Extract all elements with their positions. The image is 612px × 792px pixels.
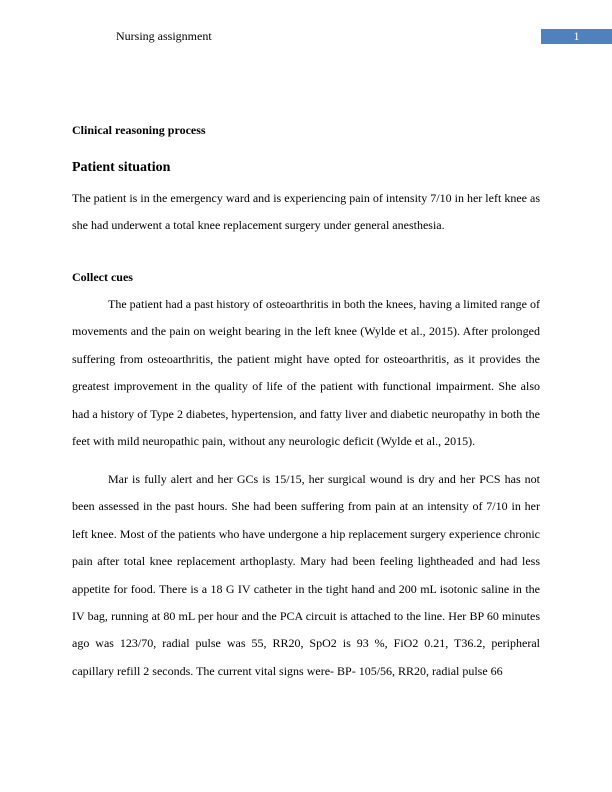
collect-cues-heading: Collect cues (72, 270, 133, 284)
page-number: 1 (541, 29, 612, 44)
header-title: Nursing assignment (116, 29, 212, 43)
collect-cues-paragraph-2: Mar is fully alert and her GCs is 15/15, her surgical wound is dry and her PCS has not been assessed in the past hours. She had been suffering from pain at an intensity of 7/10 in her left knee. Most of the patients who have undergone a hip replacement surgery experience chronic pain after total knee replacement arthoplasty. Mary had been feeling lightheaded and had less appetite for food. There is a 18 G IV catheter in the tight hand and 200 mL isotonic saline in the IV bag, running at 80 mL per hour and the PCA circuit is attached to the line. Her BP 60 minutes ago was 123/70, radial pulse was 55, RR20, SpO2 is 93 %, FiO2 0.21, T36.2, peripheral capillary refill 2 seconds. The current vital signs were- BP- 105/56, RR20, radial pulse 66 (72, 472, 540, 678)
collect-cues-paragraph-1: The patient had a past history of osteoarthritis in both the knees, having a limited range of movements and the pain on weight bearing in the left knee (Wylde et al., 2015). After prolonged suffering from osteoarthritis, the patient might have opted for osteoarthritis, as it provides the greatest improvement in the quality of life of the patient with functional impairment. She also had a history of Type 2 diabetes, hypertension, and fatty liver and diabetic neuropathy in both the feet with mild neuropathic pain, without any neurologic deficit (Wylde et al., 2015). (72, 297, 540, 449)
patient-situation-heading: Patient situation (72, 160, 171, 175)
patient-situation-paragraph: The patient is in the emergency ward and is experiencing pain of intensity 7/10 in her left knee as she had underwent a total knee replacement surgery under general anesthesia. (72, 191, 540, 233)
clinical-reasoning-heading: Clinical reasoning process (72, 123, 206, 137)
